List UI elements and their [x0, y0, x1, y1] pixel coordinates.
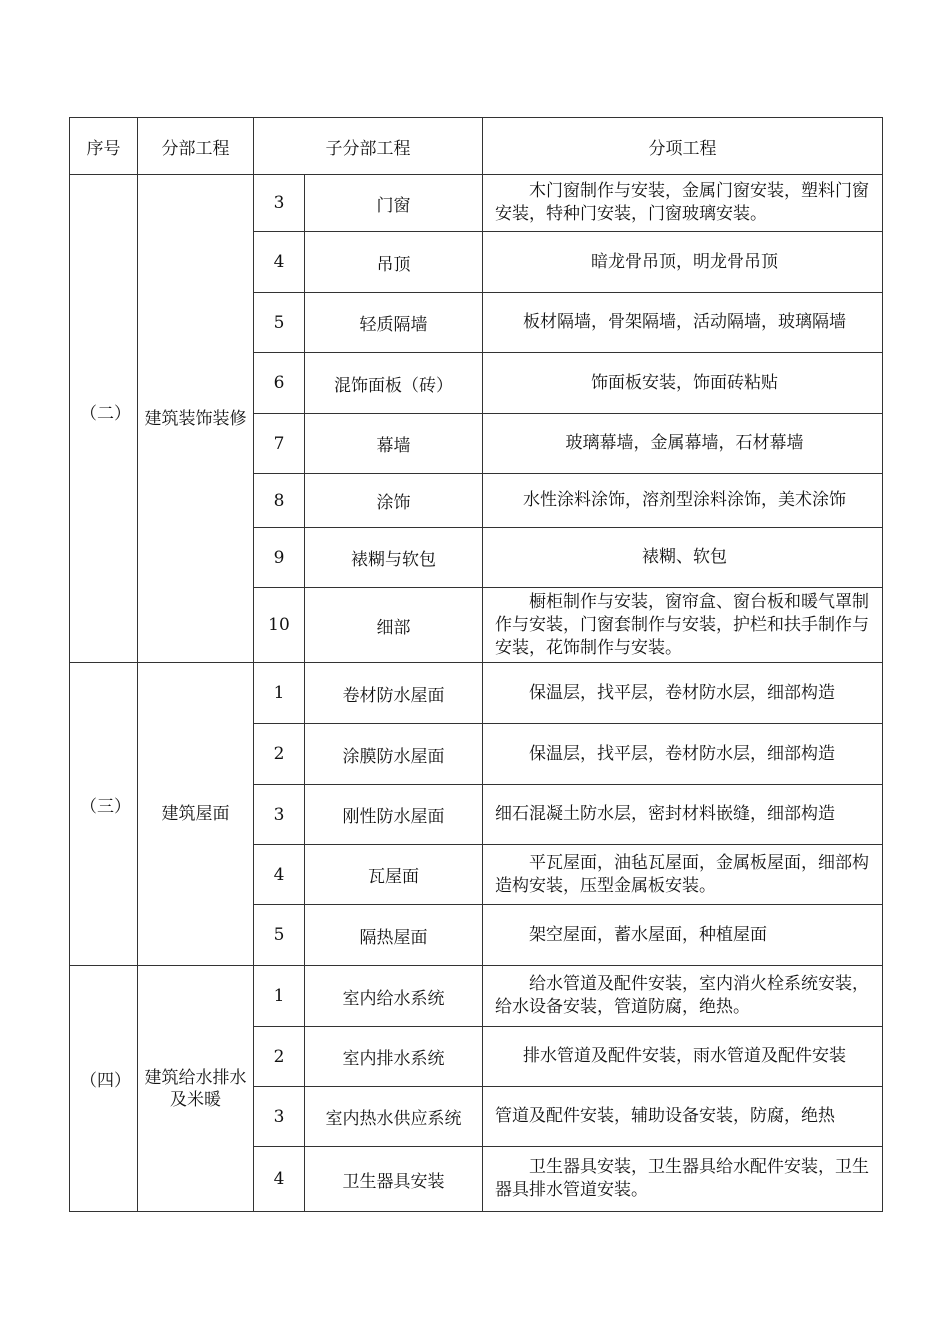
subdivision-name: 卫生器具安装 [305, 1147, 483, 1212]
row-number: 10 [254, 588, 305, 663]
engineering-division-table [69, 117, 883, 1212]
item-detail: 水性涂料涂饰，溶剂型涂料涂饰，美术涂饰 [483, 474, 883, 528]
row-number: 3 [254, 785, 305, 845]
row-number: 4 [254, 845, 305, 905]
header-no: 序号 [70, 118, 138, 175]
header-items: 分项工程 [483, 118, 883, 175]
header-row [70, 118, 883, 175]
subdivision-name: 刚性防水屋面 [305, 785, 483, 845]
subdivision-name: 室内给水系统 [305, 966, 483, 1027]
division-name: 建筑屋面 [138, 663, 254, 966]
subdivision-name: 轻质隔墙 [305, 293, 483, 353]
row-number: 4 [254, 1147, 305, 1212]
item-detail: 给水管道及配件安装，室内消火栓系统安装，给水设备安装，管道防腐，绝热。 [483, 966, 883, 1027]
table-row [70, 663, 883, 724]
subdivision-name: 卷材防水屋面 [305, 663, 483, 724]
item-detail: 木门窗制作与安装，金属门窗安装，塑料门窗安装，特种门安装，门窗玻璃安装。 [483, 175, 883, 232]
row-number: 2 [254, 1027, 305, 1087]
item-detail: 玻璃幕墙，金属幕墙，石材幕墙 [483, 414, 883, 474]
subdivision-name: 涂膜防水屋面 [305, 724, 483, 785]
row-number: 5 [254, 905, 305, 966]
item-detail: 平瓦屋面，油毡瓦屋面，金属板屋面，细部构造构安装，压型金属板安装。 [483, 845, 883, 905]
item-detail: 饰面板安装，饰面砖粘贴 [483, 353, 883, 414]
row-number: 1 [254, 663, 305, 724]
row-number: 2 [254, 724, 305, 785]
item-detail: 保温层，找平层，卷材防水层，细部构造 [483, 724, 883, 785]
subdivision-name: 细部 [305, 588, 483, 663]
item-detail: 暗龙骨吊顶，明龙骨吊顶 [483, 232, 883, 293]
item-detail: 裱糊、软包 [483, 528, 883, 588]
row-number: 4 [254, 232, 305, 293]
row-number: 7 [254, 414, 305, 474]
row-number: 6 [254, 353, 305, 414]
subdivision-name: 室内热水供应系统 [305, 1087, 483, 1147]
subdivision-name: 裱糊与软包 [305, 528, 483, 588]
item-detail: 保温层，找平层，卷材防水层，细部构造 [483, 663, 883, 724]
division-name: 建筑装饰装修 [138, 175, 254, 663]
group-number: （三） [70, 663, 138, 966]
table-row [70, 966, 883, 1027]
group-number: （二） [70, 175, 138, 663]
division-name: 建筑给水排水及米暖 [138, 966, 254, 1212]
row-number: 5 [254, 293, 305, 353]
item-detail: 排水管道及配件安装，雨水管道及配件安装 [483, 1027, 883, 1087]
subdivision-name: 吊顶 [305, 232, 483, 293]
row-number: 9 [254, 528, 305, 588]
item-detail: 细石混凝土防水层，密封材料嵌缝，细部构造 [483, 785, 883, 845]
row-number: 3 [254, 175, 305, 232]
table-row [70, 175, 883, 232]
item-detail: 板材隔墙，骨架隔墙，活动隔墙，玻璃隔墙 [483, 293, 883, 353]
subdivision-name: 幕墙 [305, 414, 483, 474]
item-detail: 架空屋面，蓄水屋面，种植屋面 [483, 905, 883, 966]
item-detail: 管道及配件安装，辅助设备安装，防腐，绝热 [483, 1087, 883, 1147]
subdivision-name: 混饰面板（砖） [305, 353, 483, 414]
subdivision-name: 涂饰 [305, 474, 483, 528]
subdivision-name: 室内排水系统 [305, 1027, 483, 1087]
subdivision-name: 隔热屋面 [305, 905, 483, 966]
item-detail: 橱柜制作与安装，窗帘盒、窗台板和暖气罩制作与安装，门窗套制作与安装，护栏和扶手制作与安装，花饰制作与安装。 [483, 588, 883, 663]
item-detail: 卫生器具安装，卫生器具给水配件安装，卫生器具排水管道安装。 [483, 1147, 883, 1212]
subdivision-name: 门窗 [305, 175, 483, 232]
subdivision-name: 瓦屋面 [305, 845, 483, 905]
header-division: 分部工程 [138, 118, 254, 175]
row-number: 8 [254, 474, 305, 528]
group-number: （四） [70, 966, 138, 1212]
header-subdivision: 子分部工程 [254, 118, 483, 175]
row-number: 3 [254, 1087, 305, 1147]
row-number: 1 [254, 966, 305, 1027]
